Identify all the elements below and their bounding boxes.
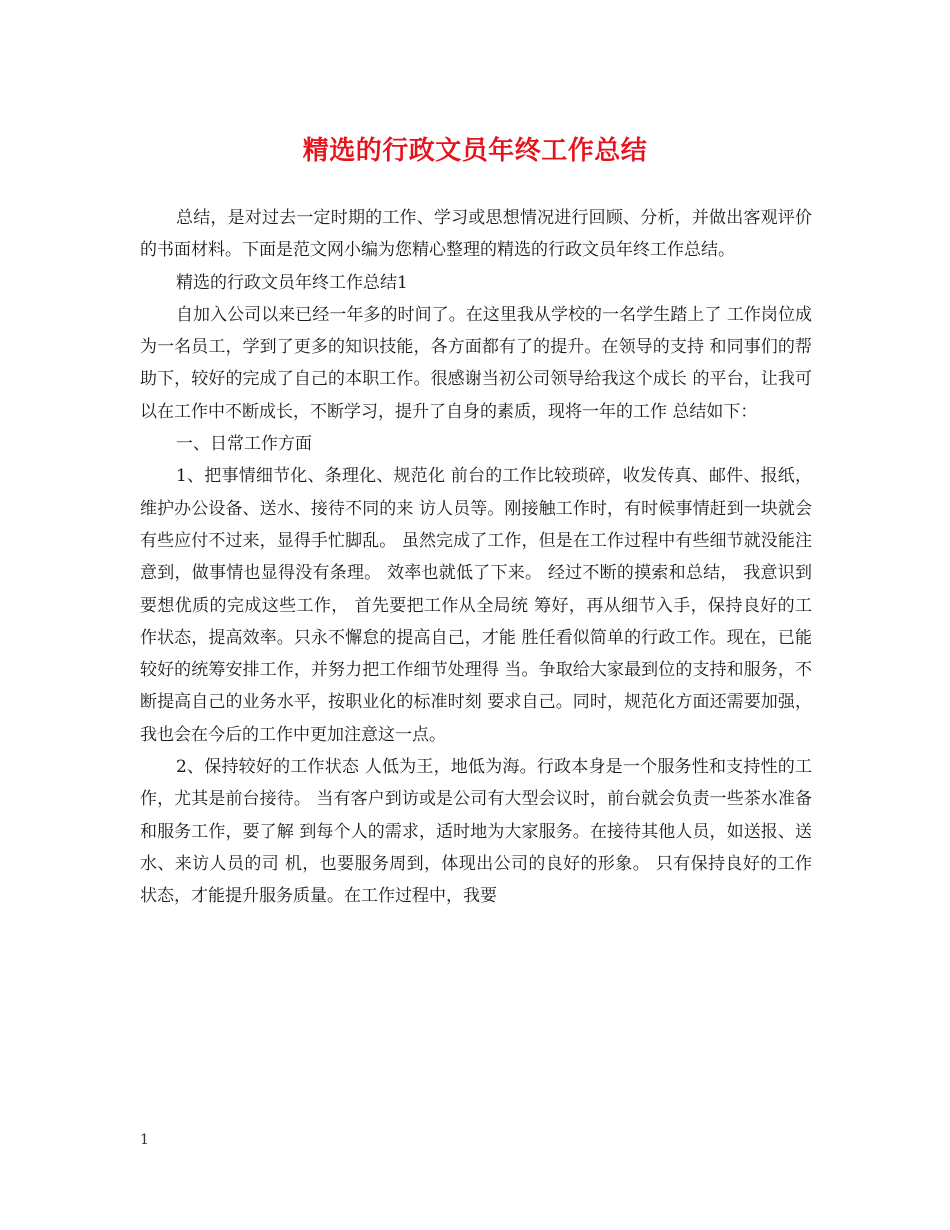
paragraph-opening: 自加入公司以来已经一年多的时间了。在这里我从学校的一名学生踏上了 工作岗位成为一名员工，学到了更多的知识技能，各方面都有了的提升。在领导的支持 和同事们的帮助下，较好的完成了自己的本职工作。很感谢当初公司领导给我这个成长 的平台，让我可以在工作中不断成长，不断学习，提升了自身的素质，现将一年的工作 总结如下： <box>140 304 812 422</box>
document-title: 精选的行政文员年终工作总结 <box>302 136 648 166</box>
paragraph-item-1: 1、把事情细节化、条理化、规范化 前台的工作比较琐碎，收发传真、邮件、报纸，维护办公设备、送水、接待不同的来 访人员等。刚接触工作时，有时候事情赶到一块就会有些应付不过来，显得手忙脚乱。 虽然完成了工作，但是在工作过程中有些细节就没能注意到，做事情也显得没有条理。 效率也就低了下来。 经过不断的摸索和总结， 我意识到要想优质的完成这些工作， 首先要把工作从全局统 筹好，再从细节入手，保持良好的工作状态，提高效率。只永不懈怠的提高自己，才能 胜任看似简单的行政工作。现在，已能较好的统筹安排工作，并努力把工作细节处理得 当。争取给大家最到位的支持和服务，不断提高自己的业务水平，按职业化的标准时刻 要求自己。同时，规范化方面还需要加强，我也会在今后的工作中更加注意这一点。 <box>140 466 812 745</box>
paragraph-item-2: 2、保持较好的工作状态 人低为王，地低为海。行政本身是一个服务性和支持性的工作，尤其是前台接待。 当有客户到访或是公司有大型会议时，前台就会负责一些茶水准备和服务工作，要了解 到每个人的需求，适时地为大家服务。在接待其他人员，如送报、送水、来访人员的司 机，也要服务周到，体现出公司的良好的形象。 只有保持良好的工作状态，才能提升服务质量。在工作过程中，我要 <box>140 757 812 907</box>
paragraph-daily-work-heading: 一、日常工作方面 <box>176 434 312 455</box>
document-body <box>140 202 812 913</box>
page-number: 1 <box>140 1132 149 1148</box>
paragraph-intro: 总结，是对过去一定时期的工作、学习或思想情况进行回顾、分析，并做出客观评价的书面材料。下面是范文网小编为您精心整理的精选的行政文员年终工作总结。 <box>140 208 812 261</box>
paragraph-section-heading: 精选的行政文员年终工作总结1 <box>176 272 408 293</box>
